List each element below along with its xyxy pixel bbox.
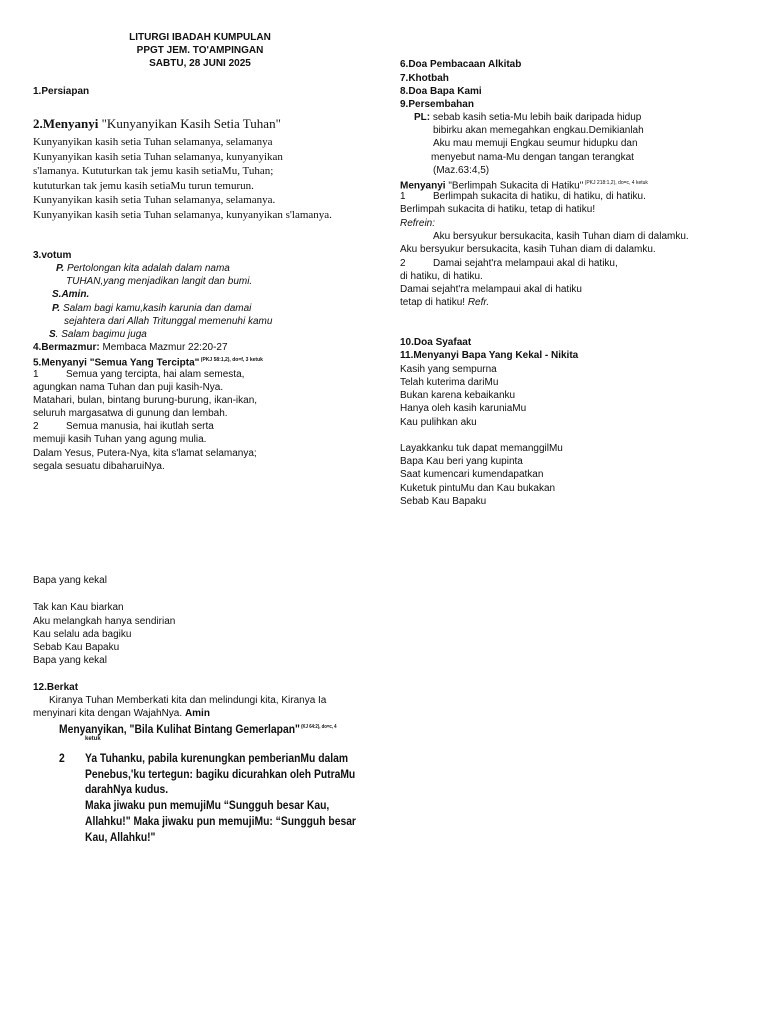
song-title: "Berlimpah Sukacita di Hatiku" — [445, 180, 584, 192]
section-doa-syafaat: 10.Doa Syafaat — [400, 337, 472, 348]
lyric-line: memuji kasih Tuhan yang agung mulia. — [33, 434, 207, 445]
lyric-line: Kau selalu ada bagiku — [33, 629, 132, 640]
section-menyanyi-2 — [33, 115, 281, 132]
lyric-line: Kunyanyikan kasih setia Tuhan selamanya, selamanya — [33, 136, 273, 148]
section-khotbah: 7.Khotbah — [400, 73, 449, 84]
lyric-line: Telah kuterima dariMu — [400, 377, 499, 388]
lyric-line: Bukan karena kebaikanku — [400, 390, 516, 401]
lyric-line: Aku melangkah hanya sendirian — [33, 616, 176, 627]
votum-text: Pertolongan kita adalah dalam nama — [64, 263, 230, 274]
lyric-line: s'lamanya. Kututurkan tak jemu kasih setiaMu, Tuhan; — [33, 165, 274, 177]
persembahan-text: bibirku akan memegahkan engkau.Demikianlah — [433, 125, 644, 136]
lyric-line: Bapa yang kekal — [33, 575, 107, 586]
berkat-text: Kiranya Tuhan Memberkati kita dan melindungi kita, Kiranya Ia — [49, 695, 327, 706]
song-ref: (PKJ 58:1,2), do=f, 3 ketuk — [199, 357, 263, 363]
section-menyanyi-11: 11.Menyanyi Bapa Yang Kekal - Nikita — [400, 350, 579, 361]
votum-text: Salam bagi kamu,kasih karunia dan damai — [60, 303, 252, 314]
lyric-line: Berlimpah sukacita di hatiku, di hatiku, di hatiku. — [433, 191, 646, 202]
section-text: Membaca Mazmur 22:20-27 — [99, 342, 228, 353]
persembahan-text: menyebut nama-Mu dengan tangan terangkat — [431, 152, 634, 163]
votum-text: . Salam bagimu juga — [55, 329, 147, 340]
speaker-label: P. — [56, 263, 65, 274]
section-label: 4.Bermazmur: — [33, 342, 100, 353]
section-votum: 3.votum — [33, 250, 72, 261]
lyric-line: Allahku!" Maka jiwaku pun memujiMu: “Sungguh besar — [85, 814, 356, 828]
lyric-line: Kau pulihkan aku — [400, 417, 477, 428]
berkat-amin: Amin — [184, 708, 210, 719]
section-bermazmur — [33, 341, 228, 354]
speaker-label: S — [49, 329, 56, 340]
section-label: Menyanyi — [400, 180, 446, 192]
lyric-line: Sebab Kau Bapaku — [400, 496, 487, 507]
lyric-line: Tak kan Kau biarkan — [33, 602, 124, 613]
header-congregation: PPGT JEM. TO'AMPINGAN — [136, 45, 264, 56]
votum-text: sejahtera dari Allah Tritunggal memenuhi kamu — [64, 316, 273, 327]
lyric-line: Kuketuk pintuMu dan Kau bukakan — [400, 483, 556, 494]
section-label: 5.Menyanyi — [33, 357, 87, 369]
section-num-label: 2.Menyanyi — [33, 116, 99, 131]
lyric-line: Sebab Kau Bapaku — [33, 642, 120, 653]
lyric-line: Aku bersyukur bersukacita, kasih Tuhan diam di dalamku. — [400, 244, 656, 255]
lyric-line: Kasih yang sempurna — [400, 364, 497, 375]
lyric-line: darahNya kudus. — [85, 782, 169, 796]
lyric-line: Kunyanyikan kasih setia Tuhan selamanya, kunyanyikan — [33, 150, 283, 163]
lyric-line: Kau, Allahku!" — [85, 830, 156, 844]
lyric-line: kututurkan tak jemu kasih setiaMu turun temurun. — [33, 179, 254, 192]
section-persembahan: 9.Persembahan — [400, 99, 474, 110]
lyric-line: Matahari, bulan, bintang burung-burung, ikan-ikan, — [33, 395, 258, 406]
song-title: "Kunyanyikan Kasih Setia Tuhan" — [98, 116, 281, 131]
section-persiapan: 1.Persiapan — [33, 86, 90, 97]
lyric-line: seluruh margasatwa di gunung dan lembah. — [33, 408, 228, 419]
lyric-line: Semua yang tercipta, hai alam semesta, — [66, 369, 245, 380]
persembahan-text: Aku mau memuji Engkau seumur hidupku dan — [433, 138, 638, 149]
lyric-line: tetap di hatiku! — [400, 297, 468, 308]
votum-amin: S.Amin. — [52, 289, 90, 300]
lyric-line: Layakkanku tuk dapat memanggilMu — [400, 443, 563, 454]
header-date: SABTU, 28 JUNI 2025 — [149, 58, 251, 69]
song-ref: (PKJ 218:1,2), do=c, 4 ketuk — [583, 180, 648, 186]
lyric-line: Ya Tuhanku, pabila kurenungkan pemberianMu dalam — [85, 751, 349, 765]
lyric-line: agungkan nama Tuhan dan puji kasih-Nya. — [33, 382, 224, 393]
berkat-text: menyinari kita dengan WajahNya. — [33, 708, 185, 719]
persembahan-text: sebab kasih setia-Mu lebih baik daripada hidup — [430, 112, 642, 123]
lyric-line: Bapa Kau beri yang kupinta — [400, 456, 523, 467]
song-ref: (KJ 64:2), do=c, 4 — [299, 724, 337, 730]
song-ref-ketuk: ketuk — [85, 736, 101, 742]
lyric-line: Bapa yang kekal — [33, 655, 107, 666]
section-berkat: 12.Berkat — [33, 682, 79, 693]
section-doa-bapa-kami: 8.Doa Bapa Kami — [400, 86, 482, 97]
lyric-line: Penebus,'ku tertegun: bagiku dicurahkan oleh PutraMu — [85, 767, 356, 781]
verse-num: 2 — [33, 421, 39, 432]
verse-num: 1 — [400, 191, 406, 202]
section-doa-pembacaan: 6.Doa Pembacaan Alkitab — [400, 59, 522, 70]
lyric-line: di hatiku, di hatiku. — [400, 271, 483, 282]
lyric-line: Saat kumencari kumendapatkan — [400, 469, 544, 480]
speaker-label: P. — [52, 303, 61, 314]
persembahan-line — [414, 111, 641, 124]
lyric-line: Kunyanyikan kasih setia Tuhan selamanya, kunyanyikan s'lamanya. — [33, 208, 332, 221]
votum-p1 — [56, 262, 230, 275]
lyric-line: Semua manusia, hai ikutlah serta — [66, 421, 214, 432]
lyric-line: Dalam Yesus, Putera-Nya, kita s'lamat selamanya; — [33, 448, 257, 459]
lyric-line: Maka jiwaku pun memujiMu “Sungguh besar Kau, — [85, 798, 330, 812]
lyric-line: segala sesuatu dibaharuiNya. — [33, 461, 165, 472]
votum-text: TUHAN,yang menjadikan langit dan bumi. — [66, 276, 253, 287]
refr-label: Refr. — [467, 297, 490, 308]
persembahan-ref: (Maz.63:4,5) — [433, 165, 490, 176]
lyric-line: Hanya oleh kasih karuniaMu — [400, 403, 527, 414]
refrein-label: Refrein: — [400, 218, 436, 229]
speaker-label: PL: — [414, 112, 431, 123]
lyric-line: Damai sejaht'ra melampaui akal di hatiku, — [433, 258, 618, 269]
song-title: Menyanyikan, "Bila Kulihat Bintang Gemerlapan" — [59, 722, 300, 736]
verse-num: 2 — [59, 751, 65, 765]
votum-p2 — [52, 302, 251, 315]
song-title: "Semua Yang Tercipta" — [86, 357, 200, 369]
lyric-line: Damai sejaht'ra melampaui akal di hatiku — [400, 284, 582, 295]
lyric-line: Aku bersyukur bersukacita, kasih Tuhan diam di dalamku. — [433, 231, 689, 242]
berkat-text-2 — [33, 707, 210, 720]
header-title: LITURGI IBADAH KUMPULAN — [129, 32, 271, 43]
votum-s2 — [49, 328, 147, 341]
lyric-line-refr — [400, 296, 489, 309]
verse-num: 2 — [400, 258, 406, 269]
lyric-line: Kunyanyikan kasih setia Tuhan selamanya, selamanya. — [33, 194, 276, 206]
verse-num: 1 — [33, 369, 39, 380]
lyric-line: Berlimpah sukacita di hatiku, tetap di hatiku! — [400, 204, 596, 215]
